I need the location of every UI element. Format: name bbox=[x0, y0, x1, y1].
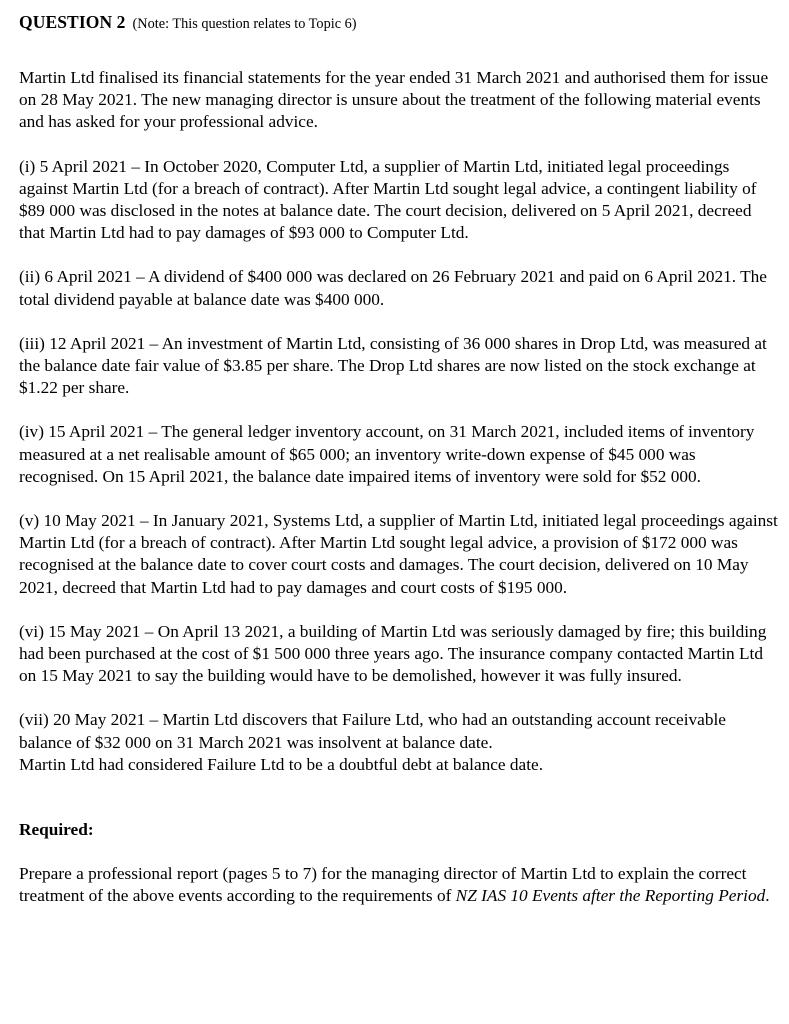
event-ii bbox=[19, 266, 779, 310]
event-vi bbox=[19, 621, 779, 688]
event-v bbox=[19, 510, 779, 599]
event-iv bbox=[19, 421, 779, 488]
topic-note: (Note: This question relates to Topic 6) bbox=[132, 16, 357, 32]
event-text: January 2021, Systems Ltd, a supplier of Martin Ltd, initiated legal proceedings against Martin Ltd (for a breach of contract). After Martin Ltd sought legal advice, a provision of $172 000 was recognised at the balance date to cover court costs and damages. The court decision, delivered on 10 May 2021, decreed that Martin Ltd had to pay damages and court costs of $195 000. bbox=[19, 511, 778, 597]
event-label: (vi) 15 May 2021 – On bbox=[19, 621, 179, 641]
event-text: dividend of $400 000 was declared on 26 February 2021 and paid on 6 April 2021. The total dividend payable at balance date was $400 000. bbox=[19, 267, 767, 309]
standard-name: NZ IAS 10 Events after the Reporting Period bbox=[455, 886, 766, 906]
event-label: (iii) 12 April 2021 – An bbox=[19, 333, 183, 353]
event-iii bbox=[19, 333, 779, 400]
event-i bbox=[19, 156, 779, 245]
question-heading bbox=[19, 11, 779, 33]
event-label: (v) 10 May 2021 – In bbox=[19, 511, 168, 531]
event-text: investment of Martin Ltd, consisting of 36 000 shares in Drop Ltd, was measured at the balance date fair value of $3.85 per share. The Drop Ltd shares are now listed on the stock exchange at $1.22 per share. bbox=[19, 333, 767, 398]
required-text: Prepare a professional report (pages 5 to 7) for the managing director of Martin Ltd to explain the correct treatment of the above events according to the requirements of bbox=[19, 864, 747, 906]
event-vii bbox=[19, 709, 779, 776]
event-text: Ltd discovers that Failure Ltd, who had an outstanding account receivable balance of $32 000 on 31 March 2021 was insolvent at balance date. bbox=[19, 710, 726, 752]
event-label: (vii) 20 May 2021 – Martin bbox=[19, 710, 210, 730]
question-number: QUESTION 2 bbox=[19, 12, 126, 32]
intro-paragraph: Martin Ltd finalised its financial statements for the year ended 31 March 2021 and authorised them for issue on 28 May 2021. The new managing director is unsure about the treatment of the following material events and has asked for your professional advice. bbox=[19, 68, 769, 132]
event-label: (iv) 15 April 2021 – The bbox=[19, 422, 189, 442]
event-label: (i) 5 April 2021 – In October 2020, bbox=[19, 156, 262, 176]
event-label: (ii) 6 April 2021 – A bbox=[19, 267, 160, 287]
event-extra-text: Martin Ltd had considered Failure Ltd to be a doubtful debt at balance date. bbox=[19, 754, 544, 774]
required-paragraph bbox=[19, 863, 779, 907]
event-text: April 13 2021, a building of Martin Ltd was seriously damaged by fire; this building had been purchased at the cost of $1 500 000 three years ago. The insurance company contacted Martin Ltd on 15 May 2021 to say the building would have to be demolished, however it was fully insured. bbox=[19, 621, 767, 686]
document-page bbox=[19, 0, 779, 907]
event-text: general ledger inventory account, on 31 March 2021, included items of inventory measured at a net realisable amount of $65 000; an inventory write-down expense of $45 000 was recognised. On 15 April 2021, the balance date impaired items of inventory were sold for $52 000. bbox=[19, 422, 755, 486]
event-text: Computer Ltd, a supplier of Martin Ltd, initiated legal proceedings against Martin Ltd (for a breach of contract). After Martin Ltd sought legal advice, a contingent liability of $89 000 was disclosed in the notes at balance date. The court decision, delivered on 5 April 2021, decreed that Martin Ltd had to pay damages of $93 000 to Computer Ltd. bbox=[19, 156, 757, 243]
required-end: . bbox=[765, 886, 770, 906]
required-heading: Required: bbox=[19, 820, 94, 840]
